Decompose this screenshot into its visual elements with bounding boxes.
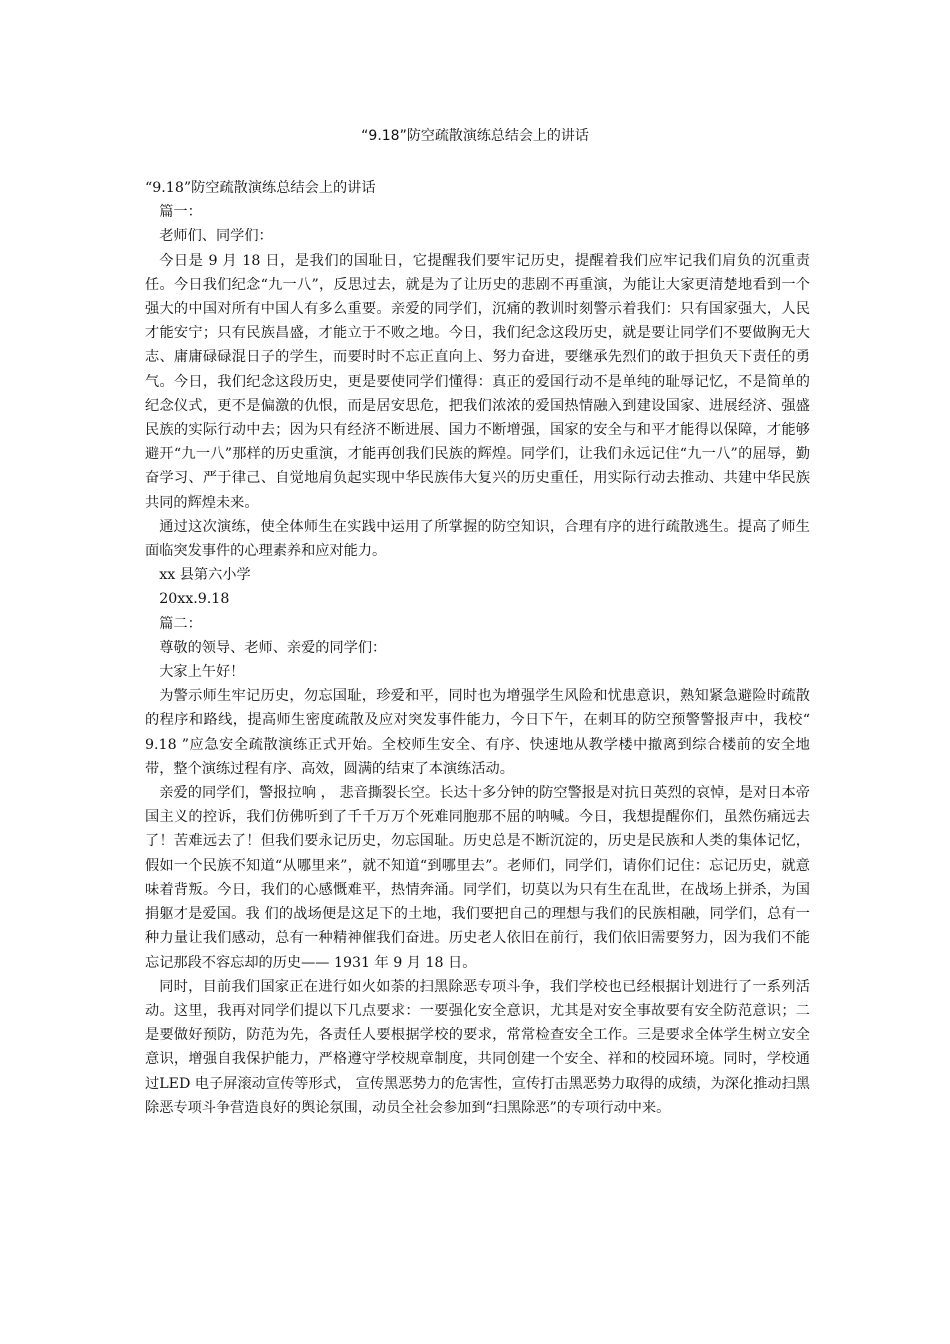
paragraph: 同时，目前我们国家正在进行如火如荼的扫黑除恶专项斗争，我们学校也已经根据计划进行了一系列活动。这里，我再对同学们提以下几点要求：一要强化安全意识，尤其是对安全事故要有安全防范意识；二是要做好预防，防范为先，各责任人要根据学校的要求，常常检查安全工作。三是要求全体学生树立安全意识，增强自我保护能力，严格遵守学校规章制度，共同创建一个安全、祥和的校园环境。同时，学校通过LED 电子屏滚动宣传等形式， 宣传黑恶势力的危害性，宣传打击黑恶势力取得的成绩，为深化推动扫黑除恶专项斗争营造良好的舆论氛围，动员全社会参加到“扫黑除恶”的专项行动中来。 bbox=[145, 978, 810, 1116]
document-heading: “9.18”防空疏散演练总结会上的讲话 bbox=[361, 128, 589, 144]
document-body bbox=[145, 176, 810, 1120]
signature-school: xx 县第六小学 bbox=[159, 567, 251, 584]
paragraph: 通过这次演练，使全体师生在实践中运用了所掌握的防空知识，合理有序的进行疏散逃生。提高了师生面临突发事件的心理素养和应对能力。 bbox=[145, 518, 810, 560]
body-title-line: “9.18”防空疏散演练总结会上的讲话 bbox=[145, 180, 376, 196]
salutation-part-two: 尊敬的领导、老师、亲爱的同学们： bbox=[159, 639, 387, 656]
greeting: 大家上午好！ bbox=[159, 664, 245, 681]
section-label-part-two: 篇二： bbox=[159, 615, 202, 632]
paragraph: 为警示师生牢记历史，勿忘国耻，珍爱和平，同时也为增强学生风险和忧患意识，熟知紧急避险时疏散的程序和路线，提高师生密度疏散及应对突发事件能力，今日下午，在刺耳的防空预警警报声中，我校“ 9.18 ”应急安全疏散演练正式开始。全校师生安全、有序、快速地从教学楼中撤离到综合楼前的安全地带，整个演练过程有序、高效，圆满的结束了本演练活动。 bbox=[145, 688, 810, 777]
section-label-part-one: 篇一： bbox=[159, 204, 202, 221]
paragraph: 今日是 9 月 18 日，是我们的国耻日，它提醒我们要牢记历史，提醒着我们应牢记我们肩负的沉重责任。今日我们纪念“九一八”，反思过去，就是为了让历史的悲剧不再重演，为能让大家更清楚地看到一个强大的中国对所有中国人有多么重要。亲爱的同学们，沉痛的教训时刻警示着我们：只有国家强大，人民才能安宁；只有民族昌盛，才能立于不败之地。今日，我们纪念这段历史，就是要让同学们不要做胸无大志、庸庸碌碌混日子的学生，而要时时不忘正直向上、努力奋进，要继承先烈们的敢于担负天下责任的勇气。今日，我们纪念这段历史，更是要使同学们懂得：真正的爱国行动不是单纯的耻辱记忆，不是简单的纪念仪式，更不是偏激的仇恨，而是居安思危，把我们浓浓的爱国热情融入到建设国家、进展经济、强盛民族的实际行动中去；因为只有经济不断进展、国力不断增强，国家的安全与和平才能得以保障，才能够避开“九一八”那样的历史重演，才能再创我们民族的辉煌。同学们，让我们永远记住“九一八”的屈辱，勤奋学习、严于律己、自觉地肩负起实现中华民族伟大复兴的历史重任，用实际行动去推动、共建中华民族共同的辉煌未来。 bbox=[145, 252, 811, 511]
paragraph: 亲爱的同学们，警报拉响 ， 悲音撕裂长空。长达十多分钟的防空警报是对抗日英烈的哀悼，是对日本帝国主义的控诉，我们仿佛听到了千千万万个死难同胞那不屈的呐喊。今日，我想提醒你们，虽然伤痛远去了！苦难远去了！但我们要永记历史，勿忘国耻。历史总是不断沉淀的，历史是民族和人类的集体记忆，假如一个民族不知道“从哪里来”，就不知道“到哪里去”。老师们，同学们，请你们记住：忘记历史，就意味着背叛。今日，我们的心感慨难平，热情奔涌。同学们，切莫以为只有生在乱世，在战场上拼杀，为国捐躯才是爱国。我 们的战场便是这足下的土地，我们要把自己的理想与我们的民族相融，同学们，总有一种力量让我们感动，总有一种精神催我们奋进。历史老人依旧在前行，我们依旧需要努力，因为我们不能忘记那段不容忘却的历史—— 1931 年 9 月 18 日。 bbox=[145, 785, 810, 971]
signature-date: 20xx.9.18 bbox=[159, 591, 230, 608]
salutation-part-one: 老师们、同学们： bbox=[159, 228, 273, 245]
